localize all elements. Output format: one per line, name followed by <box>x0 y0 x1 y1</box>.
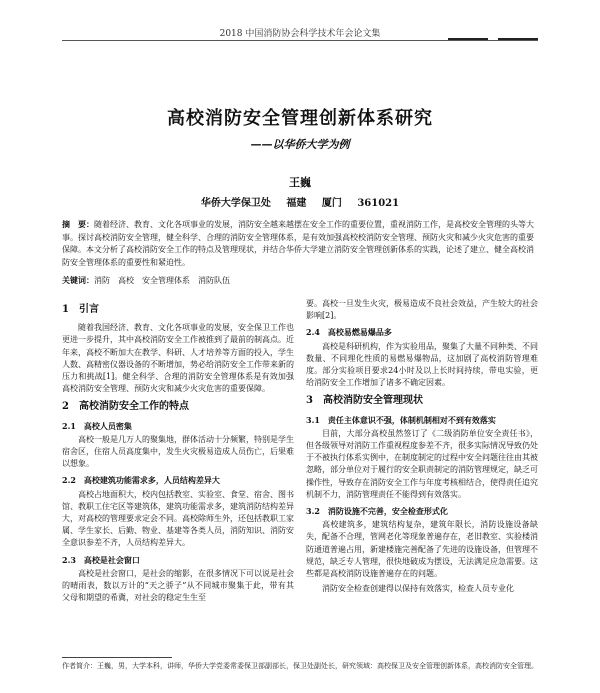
abstract-label: 摘 要： <box>62 219 94 229</box>
paragraph-2-4: 高校是科研机构，作为实验用品，聚集了大量不同种类、不同数量、不同理化性质的易燃易爆物品，这加剧了高校消防管理难度。部分实验项目要求24小时及以上长时间持续，带电实验，更给消防安全工作增加了诸多不确定因素。 <box>306 341 538 388</box>
paper-subtitle: ——以华侨大学为例 <box>250 138 350 151</box>
affiliation <box>0 194 600 209</box>
section-heading-features: 2 高校消防安全工作的特点 <box>62 401 189 413</box>
paragraph-intro: 随着我国经济、教育、文化各项事业的发展，安全保卫工作也更进一步提升，其中高校消防安全工作被推到了最前的制高点。近年来，高校不断加大在教学、科研、人才培养等方面的投入，学生人数、高精密仪器设备的不断增加，势必给消防安全工作带来新的压力和挑战[1]。健全科学、合理的消防安全管理体系是有效加强高校消防安全管理、预防火灾和减少火灾危害的重要保障。 <box>62 323 294 394</box>
paragraph-last: 消防安全检查创建得以保持有效落实，检查人员专业化 <box>322 584 514 594</box>
keywords-text: 消防 高校 安全管理体系 消防队伍 <box>94 276 230 285</box>
paragraph-2-2: 高校占地面积大，校内包括教室、实验室、食堂、宿舍、图书馆、教职工住宅区等建筑体，建筑功能需求多，建筑消防结构差异大，对高校的管理要求定会不同。高校除师生外，还包括教职工家属、学生家长、后勤、物业、基建等各类人员，消防知识、消防安全意识参差不齐，人员结构差异大。 <box>62 489 294 548</box>
subsection-heading-2-4: 2.4 高校易燃易爆品多 <box>306 327 392 338</box>
paragraph-3-2: 高校建筑多，建筑结构复杂，建筑年限长，消防设施设备缺失，配备不合理，管网老化等现象普遍存在，老旧教室、实验楼消防通道普遍占用，新建楼施完善配备了先进的设施设备，但管理不规范，缺乏专人管理，很快地破成为摆设，无法满足应急需要。这些都是高校消防设施普遍存在的问题。 <box>306 520 538 579</box>
subsection-heading-2-3: 2.3 高校是社会窗口 <box>62 554 140 565</box>
keywords-label: 关键词： <box>62 275 94 285</box>
affiliation-city: 厦门 <box>321 198 342 209</box>
affiliation-org: 华侨大学保卫处 <box>200 198 271 209</box>
paragraph-2-3: 高校是社会窗口，是社会的缩影，在很多情况下可以说是社会的晴雨表，数以万计的“天之骄子”从不同城市聚集于此，带有其父母和期望的希冀，对社会的稳定生生至 <box>62 568 294 603</box>
subsection-heading-3-1: 3.1 责任主体意识不强，体制机制相对不到有效落实 <box>306 414 496 425</box>
running-header: 2018 中国消防协会科学技术年会论文集 <box>219 29 381 39</box>
header-rule <box>62 40 538 41</box>
abstract-text: 随着经济、教育、文化各项事业的发展，消防安全越来越摆在安全工作的重要位置，重视消防工作，是高校安全管理的头等大事。探讨高校消防安全管理，健全科学、合理的消防安全管理体系，是有效加强高校校消防安全管理、预防火灾和减少火灾危害的重要保障。本文分析了高校消防安全工作的特点及管理现状，并结合华侨大学建立消防安全管理创新体系的实践，论述了建立、健全高校消防安全管理体系的重要性和紧迫性。 <box>62 220 534 267</box>
subsection-heading-2-2: 2.2 高校建筑功能需求多，人员结构差异大 <box>62 475 220 486</box>
subsection-heading-3-2: 3.2 消防设施不完善，安全检查形式化 <box>306 506 448 517</box>
section-heading-intro: 1 引言 <box>62 304 99 315</box>
keywords <box>62 275 538 286</box>
affiliation-province: 福建 <box>286 198 307 209</box>
paragraph-continued: 要。高校一旦发生火灾，极易造成不良社会效益，产生较大的社会影响[2]。 <box>306 299 538 321</box>
affiliation-zip: 361021 <box>357 198 400 209</box>
footnote-author-bio: 作者简介：王巍，男，大学本科，讲师，华侨大学党委常委保卫部副部长，保卫处副处长，研究领域：高校保卫及安全管理创新体系，高校消防安全管理。 <box>62 662 538 670</box>
paragraph-2-1: 高校一般是几万人的聚集地，群体活动十分频繁，特别是学生宿舍区，住宿人员高度集中，发生火灾极易造成人员伤亡，后果难以想象。 <box>62 434 294 469</box>
left-column <box>62 298 294 607</box>
subsection-heading-2-1: 2.1 高校人员密集 <box>62 420 132 431</box>
header-dash <box>448 38 488 40</box>
footnote-rule <box>62 657 172 658</box>
abstract <box>62 218 538 269</box>
author-name: 王巍 <box>289 176 311 189</box>
right-column <box>306 298 538 598</box>
header-dash <box>498 38 538 40</box>
paragraph-3-1: 目前，大部分高校虽然签订了《二级消防单位安全责任书》，但各级领导对消防工作重视程度参差不齐，很多实际情况导致仍处于不被执行体系实例中，在制度制定的过程中安全问题往往由其被忽略，部分单位对于履行的安全职责制定的消防管理规定，缺乏可操作性，导致存在消防安全工作与年度考核相结合，使得责任追究机制不力，消防管理责任不能得到有效落实。 <box>306 428 538 499</box>
section-heading-status: 3 高校消防安全管理现状 <box>306 395 423 407</box>
paper-title: 高校消防安全管理创新体系研究 <box>167 108 433 129</box>
